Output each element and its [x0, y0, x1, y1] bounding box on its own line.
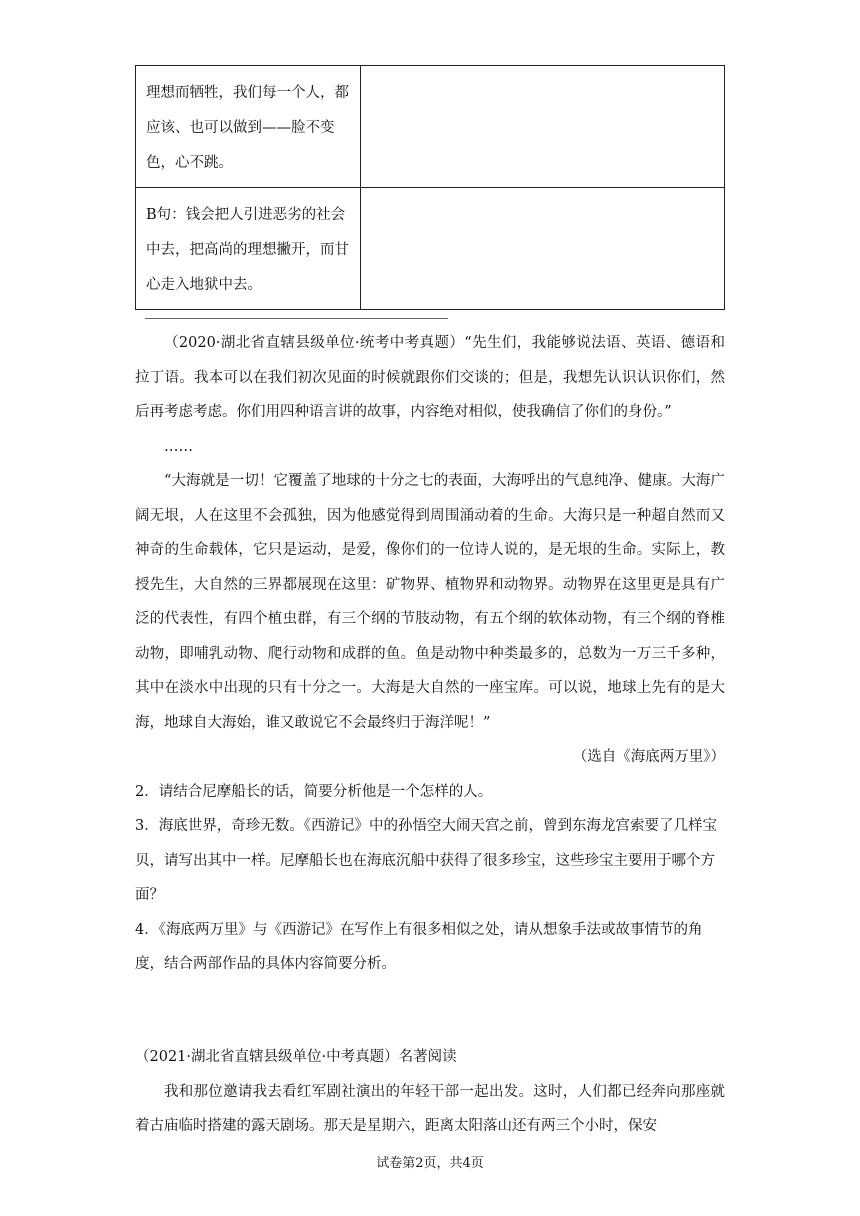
- section-intro: [135, 326, 725, 430]
- table-cell-question: [136, 66, 361, 188]
- section-2020: [135, 326, 725, 982]
- page-footer: 试卷第2页，共4页: [376, 1156, 484, 1171]
- intro-quote: “先生们，我能够说法语、英语、德语和拉丁语。我本可以在我们初次见面的时候就跟你们交谈的；但是，我想先认识认识你们，然后再考虑考虑。你们用四种语言讲的故事，内容绝对相似，使我确信了你们的身份。”: [135, 335, 725, 420]
- section-header: （2021·湖北省直辖县级单位·中考真题）名著阅读: [135, 1049, 457, 1065]
- question-3: 3．海底世界，奇珍无数。《西游记》中的孙悟空大闹天宫之前，曾到东海龙宫索要了几样宝贝，请写出其中一样。尼摩船长也在海底沉船中获得了很多珍宝，这些珍宝主要用于哪个方面？: [135, 818, 717, 903]
- table-cell-answer-blank[interactable]: [361, 188, 725, 310]
- divider: [145, 318, 448, 319]
- section-2021: [135, 1040, 725, 1144]
- table-cell-answer-blank[interactable]: [361, 66, 725, 188]
- table-cell-text: 理想而牺牲，我们每一个人，都应该、也可以做到——脸不变色，心不跳。: [146, 85, 349, 171]
- table-cell-question: [136, 188, 361, 310]
- question-2: 2．请结合尼摩船长的话，简要分析他是一个怎样的人。: [135, 783, 493, 800]
- passage-text: 我和那位邀请我去看红军剧社演出的年轻干部一起出发。这时，人们都已经奔向那座就着古庙临时搭建的露天剧场。那天是星期六，距离太阳落山还有两三个小时，保安: [135, 1083, 725, 1134]
- table-row: [136, 188, 725, 310]
- answer-table: [135, 65, 725, 310]
- source-citation: （选自《海底两万里》）: [572, 749, 725, 765]
- table-cell-text: B句：钱会把人引进恶劣的社会中去，把高尚的理想撇开，而甘心走入地狱中去。: [146, 207, 349, 293]
- table-row: [136, 66, 725, 188]
- question-4: 4．《海底两万里》与《西游记》在写作上有很多相似之处，请从想象手法或故事情节的角度，结合两部作品的具体内容简要分析。: [135, 921, 703, 972]
- ellipsis: ……: [164, 438, 193, 455]
- passage-text: “大海就是一切！它覆盖了地球的十分之七的表面，大海呼出的气息纯净、健康。大海广阔无垠，人在这里不会孤独，因为他感觉得到周围涌动着的生命。大海只是一种超自然而又神奇的生命载体，它只是运动，是爱，像你们的一位诗人说的，是无垠的生命。实际上，教授先生，大自然的三界都展现在这里：矿物界、植物界和动物界。动物界在这里更是具有广泛的代表性，有四个植虫群，有三个纲的节肢动物，有五个纲的软体动物，有三个纲的脊椎动物，即哺乳动物、爬行动物和成群的鱼。鱼是动物中种类最多的，总数为一万三千多种，其中在淡水中出现的只有十分之一。大海是大自然的一座宝库。可以说，地球上先有的是大海，地球自大海始，谁又敢说它不会最终归于海洋呢！”: [135, 473, 725, 731]
- section-header: （2020·湖北省直辖县级单位·统考中考真题）: [164, 335, 465, 351]
